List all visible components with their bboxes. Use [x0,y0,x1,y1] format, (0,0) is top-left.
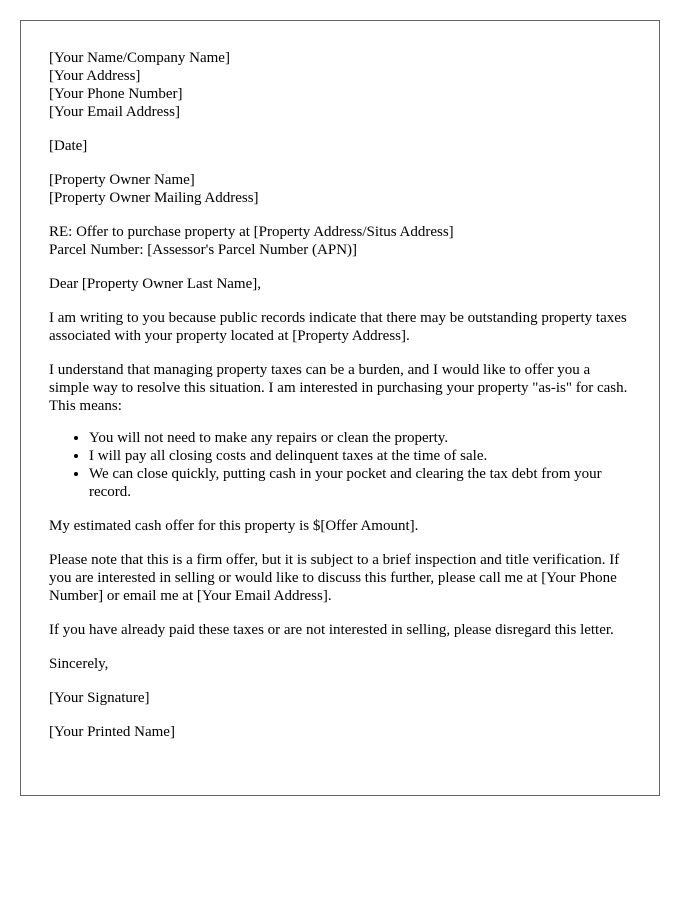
list-item: • I will pay all closing costs and delinquent taxes at the time of sale. [89,447,631,465]
estimate-paragraph: My estimated cash offer for this property is $[Offer Amount]. [49,518,419,534]
letter-document [20,20,660,796]
offer-paragraph: I understand that managing property taxes can be a burden, and I would like to offer you a simple way to resolve this situation. I am interested in purchasing your property "as-is" for cash. This means: [49,362,628,414]
sender-name: [Your Name/Company Name] [49,50,230,66]
re-block [49,223,631,259]
recipient-name: [Property Owner Name] [49,172,195,188]
signature-line: [Your Signature] [49,690,150,706]
list-item: • We can close quickly, putting cash in your pocket and clearing the tax debt from your record. [89,465,631,501]
sender-email: [Your Email Address] [49,104,180,120]
recipient-block [49,171,631,207]
sign-off: Sincerely, [49,656,109,672]
re-subject-line: RE: Offer to purchase property at [Property Address/Situs Address] [49,224,454,240]
disregard-paragraph: If you have already paid these taxes or are not interested in selling, please disregard this letter. [49,622,614,638]
note-paragraph: Please note that this is a firm offer, but it is subject to a brief inspection and title verification. If you are interested in selling or would like to discuss this further, please call me at [Your Phone Number] or email me at [Your Email Address]. [49,552,620,604]
sender-phone: [Your Phone Number] [49,86,183,102]
letter-date: [Date] [49,138,88,154]
intro-paragraph: I am writing to you because public records indicate that there may be outstanding property taxes associated with your property located at [Property Address]. [49,310,627,344]
sender-address: [Your Address] [49,68,141,84]
list-item: • You will not need to make any repairs or clean the property. [89,429,631,447]
sender-block [49,49,631,121]
re-parcel-number: Parcel Number: [Assessor's Parcel Number (APN)] [49,242,358,258]
salutation: Dear [Property Owner Last Name], [49,276,261,292]
printed-name-line: [Your Printed Name] [49,724,175,740]
recipient-mailing-address: [Property Owner Mailing Address] [49,190,259,206]
benefits-list [49,429,631,501]
